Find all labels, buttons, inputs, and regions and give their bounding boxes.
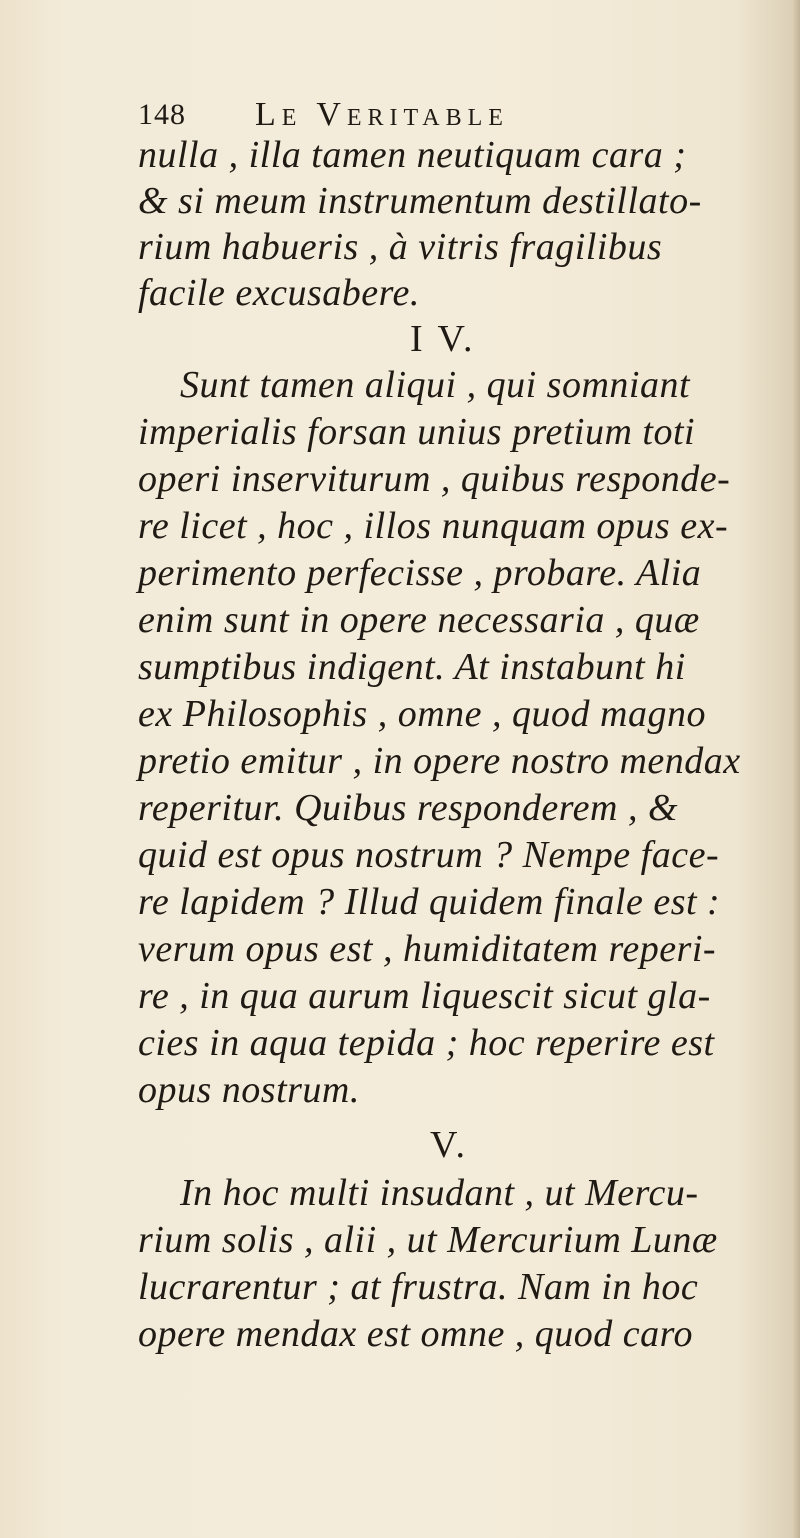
text-line: lucrarentur ; at frustra. Nam in hoc <box>138 1266 699 1308</box>
running-title: Le Veritable <box>255 96 509 133</box>
text-line: rium habueris , à vitris fragilibus <box>138 226 663 268</box>
page-number: 148 <box>138 98 186 131</box>
text-line: facile excusabere. <box>138 272 420 314</box>
section-heading-iv: I V. <box>410 318 476 360</box>
text-line: enim sunt in opere necessaria , quæ <box>138 599 700 641</box>
text-line: imperialis forsan unius pretium toti <box>138 411 696 453</box>
section-heading-v: V. <box>430 1124 469 1166</box>
page-header <box>138 96 738 136</box>
text-line: In hoc multi insudant , ut Mercu- <box>180 1172 699 1214</box>
text-line: perimento perfecisse , probare. Alia <box>138 552 702 594</box>
text-line: sumptibus indigent. At instabunt hi <box>138 646 686 688</box>
text-line: & si meum instrumentum destillato- <box>138 180 702 222</box>
text-line: cies in aqua tepida ; hoc reperire est <box>138 1022 715 1064</box>
text-line: quid est opus nostrum ? Nempe face- <box>138 834 720 876</box>
text-line: verum opus est , humiditatem reperi- <box>138 928 717 970</box>
text-line: opere mendax est omne , quod caro <box>138 1313 694 1355</box>
text-line: Sunt tamen aliqui , qui somniant <box>180 364 690 406</box>
text-line: ex Philosophis , omne , quod magno <box>138 693 706 735</box>
text-line: re , in qua aurum liquescit sicut gla- <box>138 975 711 1017</box>
text-line: pretio emitur , in opere nostro mendax <box>138 740 741 782</box>
text-line: reperitur. Quibus responderem , & <box>138 787 679 829</box>
text-line: re licet , hoc , illos nunquam opus ex- <box>138 505 729 547</box>
page-edge-shadow <box>792 0 800 1538</box>
text-line: rium solis , alii , ut Mercurium Lunæ <box>138 1219 718 1261</box>
text-line: operi inserviturum , quibus responde- <box>138 458 731 500</box>
text-line: nulla , illa tamen neutiquam cara ; <box>138 134 687 176</box>
text-line: opus nostrum. <box>138 1069 360 1111</box>
text-line: re lapidem ? Illud quidem finale est : <box>138 881 721 923</box>
